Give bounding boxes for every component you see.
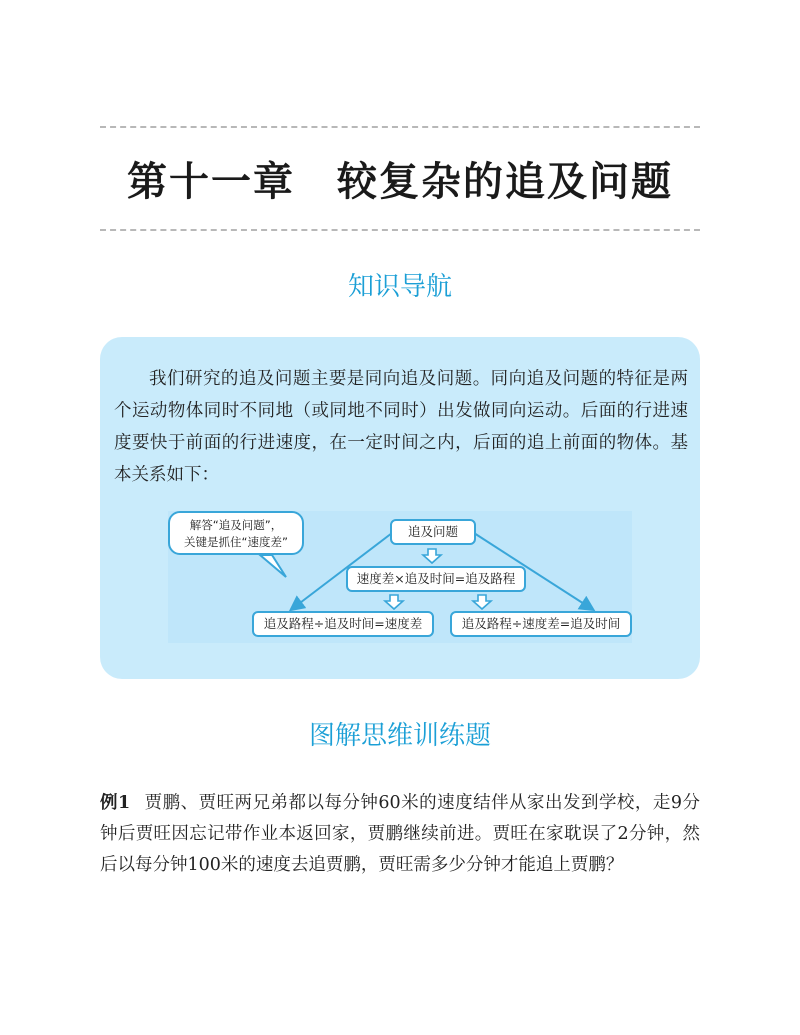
knowledge-box bbox=[100, 337, 700, 679]
node-right-formula: 追及路程÷速度差=追及时间 bbox=[450, 611, 632, 637]
relation-diagram bbox=[168, 511, 632, 643]
example-1 bbox=[100, 788, 700, 881]
chapter-title: 第十一章 较复杂的追及问题 bbox=[127, 159, 673, 205]
down-arrow-right bbox=[473, 595, 491, 609]
bottom-divider bbox=[100, 229, 700, 231]
node-speed-formula: 速度差×追及时间=追及路程 bbox=[346, 566, 526, 592]
down-arrow-top bbox=[423, 549, 441, 563]
tip-bubble bbox=[168, 511, 304, 555]
training-heading: 图解思维训练题 bbox=[308, 721, 491, 751]
top-divider bbox=[100, 126, 700, 128]
node-left-formula: 追及路程÷追及时间=速度差 bbox=[252, 611, 434, 637]
example-label: 例1 bbox=[100, 793, 131, 813]
bubble-line-1: 解答“追及问题”， bbox=[189, 518, 283, 532]
bubble-tail bbox=[260, 555, 286, 577]
node-chase-problem: 追及问题 bbox=[390, 519, 476, 545]
knowledge-intro: 我们研究的追及问题主要是同向追及问题。同向追及问题的特征是两个运动物体同时不同地（或同地不同时）出发做同向运动。后面的行进速度要快于前面的行进速度，在一定时间之内，后面的追上前面的物体。基本关系如下： bbox=[114, 369, 688, 485]
down-arrow-left bbox=[385, 595, 403, 609]
knowledge-heading: 知识导航 bbox=[347, 272, 452, 302]
bubble-line-2: 关键是抓住“速度差” bbox=[184, 535, 288, 549]
example-text: 贾鹏、贾旺两兄弟都以每分钟60米的速度结伴从家出发到学校，走9分钟后贾旺因忘记带作业本返回家，贾鹏继续前进。贾旺在家耽误了2分钟，然后以每分钟100米的速度去追贾鹏，贾旺需多少分钟才能追上贾鹏？ bbox=[100, 793, 700, 875]
